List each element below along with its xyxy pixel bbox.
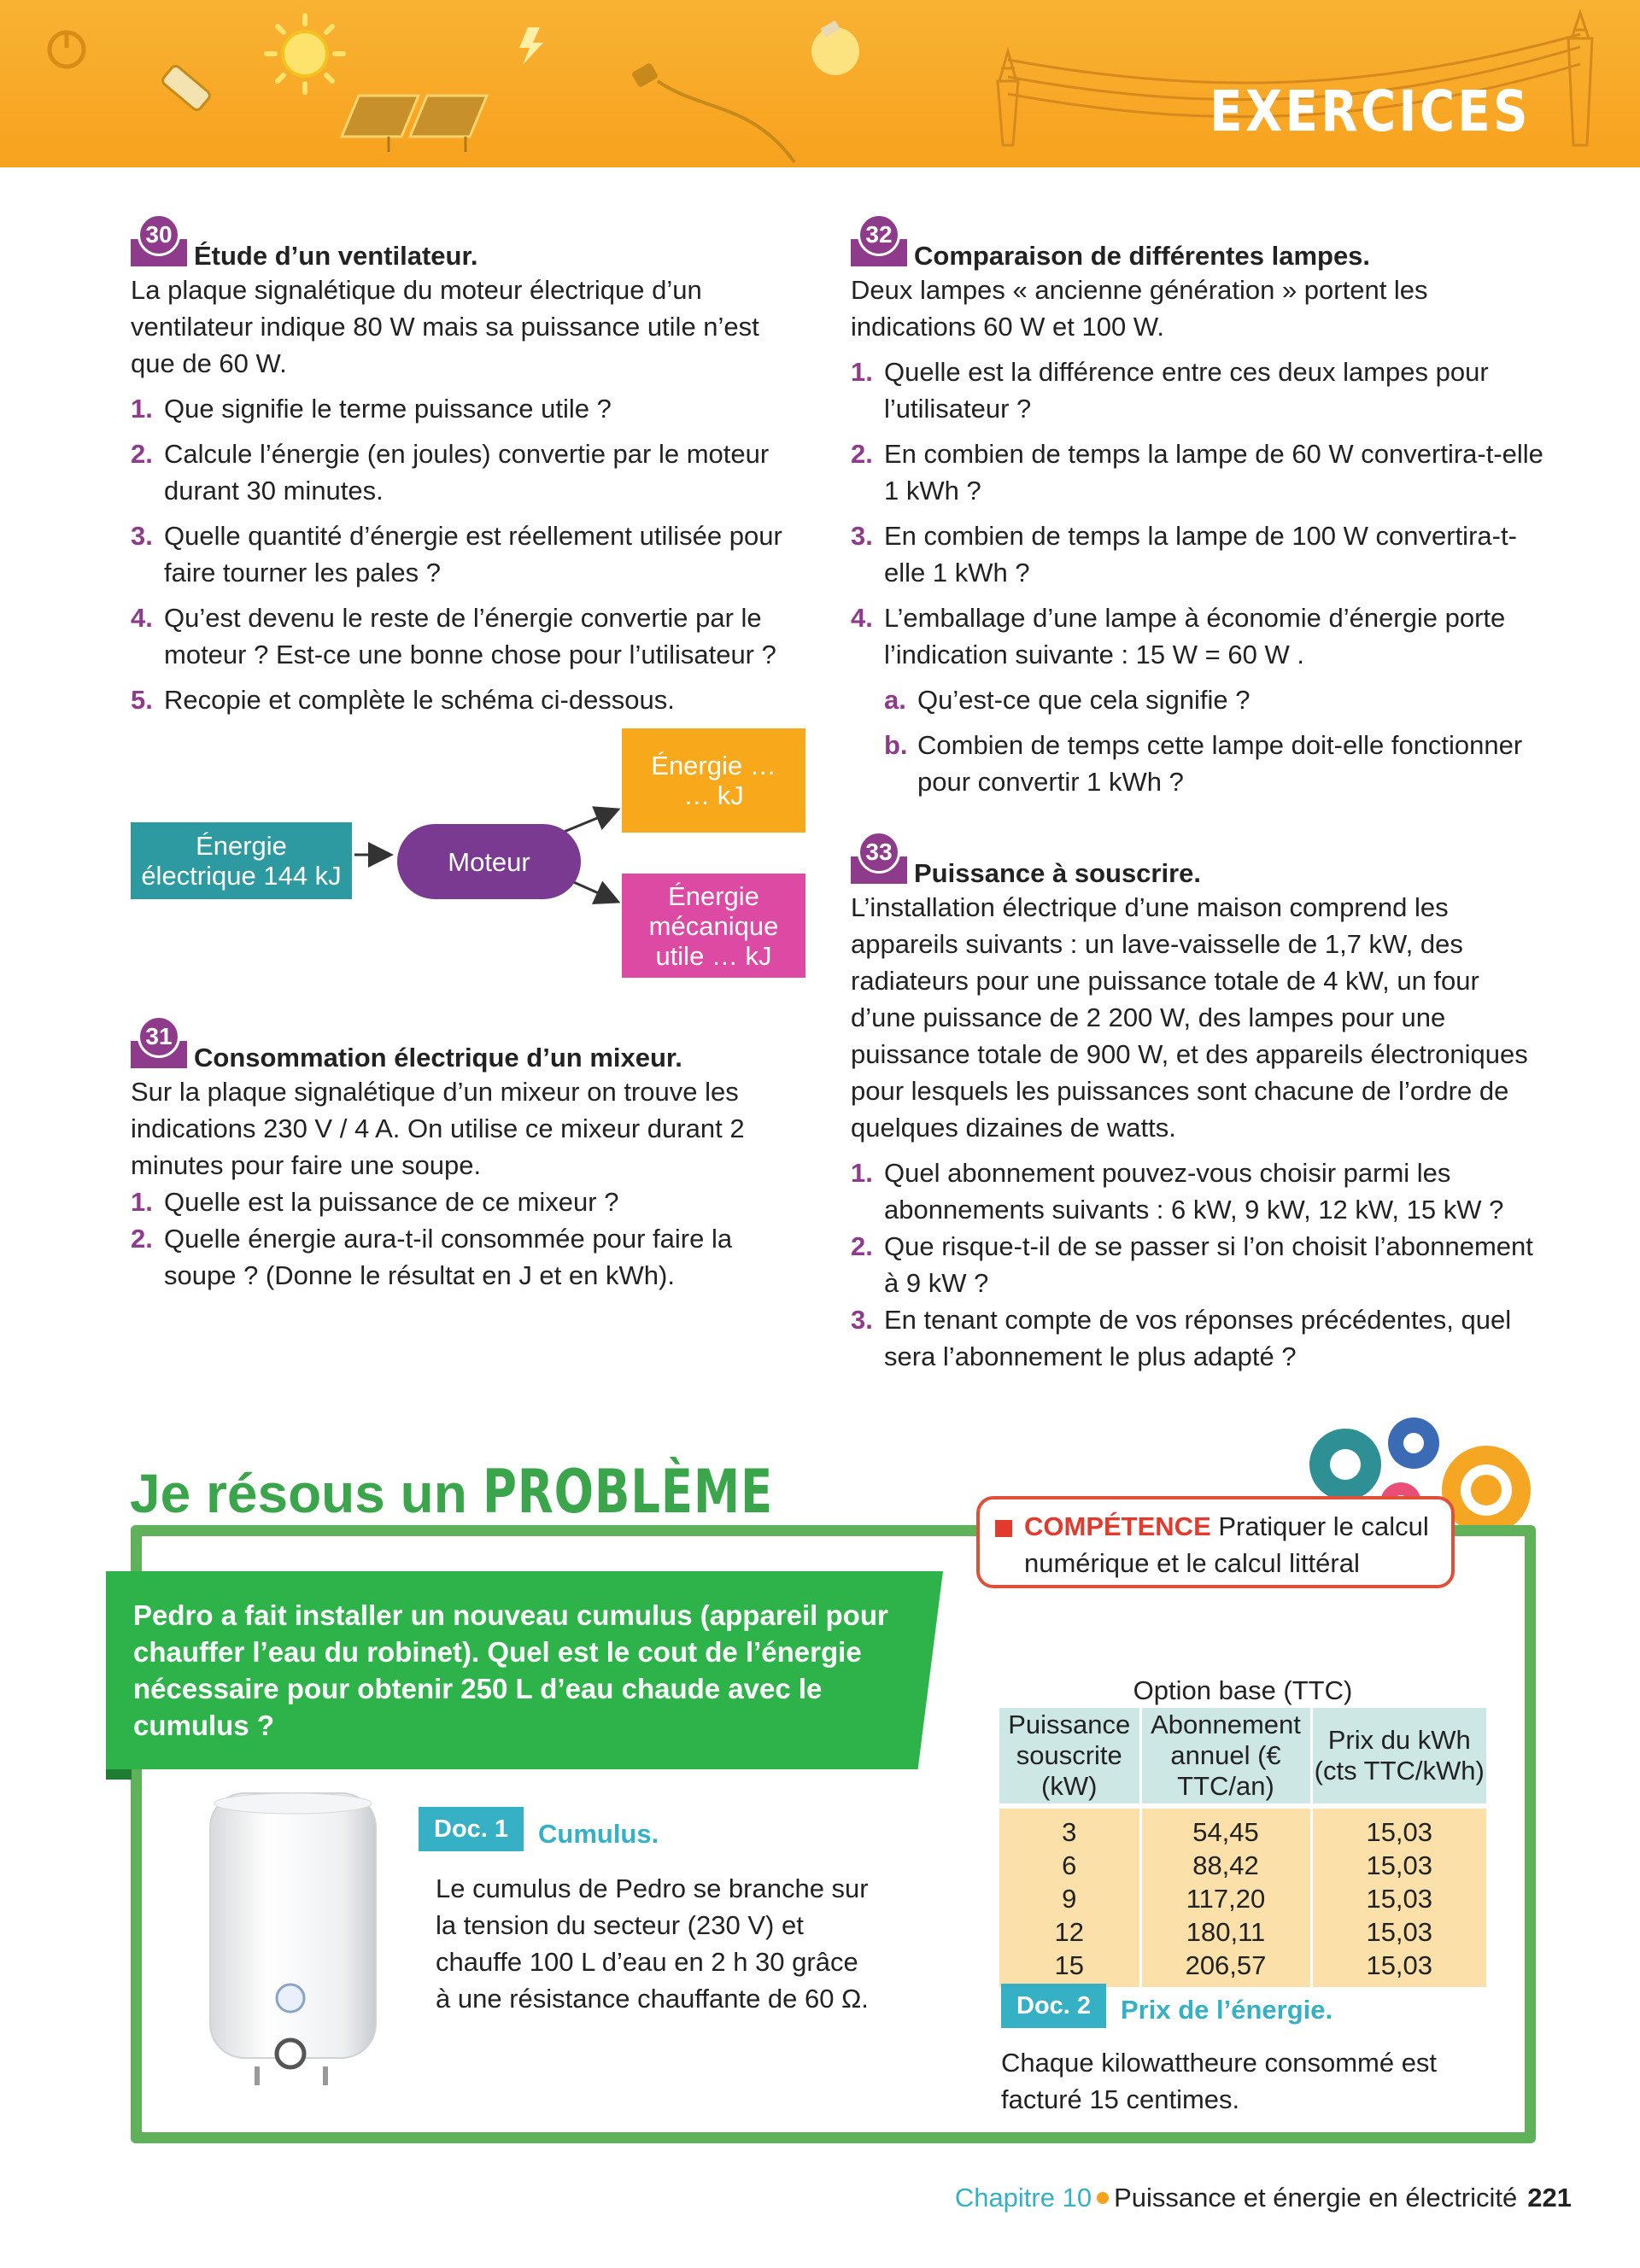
useful-energy-box: Énergie mécanique utile … kJ [622, 874, 805, 978]
table-row: 12 180,11 15,03 [999, 1915, 1486, 1949]
table-header: Prix du kWh (cts TTC/kWh) [1311, 1708, 1486, 1806]
doc2-title: Prix de l’énergie. [1121, 1995, 1333, 2025]
table-caption: Option base (TTC) [1133, 1675, 1353, 1705]
competence-label: COMPÉTENCE [1024, 1511, 1211, 1541]
question: 1. Quel abonnement pouvez-vous choisir parmi les abonnements suivants : 6 kW, 9 kW, 12 kW, 15 kW ? [851, 1158, 1504, 1225]
doc2-text: Chaque kilowattheure consommé est facturé 15 centimes. [1001, 2048, 1438, 2114]
page-footer [955, 2183, 1572, 2213]
question: 3. Quelle quantité d’énergie est réellement utilisée pour faire tourner les pales ? [131, 521, 782, 587]
battery-icon [161, 64, 212, 112]
energy-diagram [131, 728, 805, 976]
price-table [999, 1674, 1486, 1987]
exercise-title: Comparaison de différentes lampes. [914, 241, 1371, 271]
section-title: EXERCICES [1210, 79, 1531, 144]
exercise-30 [131, 213, 805, 976]
exercise-intro: La plaque signalétique du moteur électrique d’un ventilateur indique 80 W mais sa puissance utile n’est que de 60 W. [131, 275, 759, 378]
input-energy-box: Énergie électrique 144 kJ [131, 822, 352, 899]
exercise-number-badge: 33 [851, 831, 907, 884]
lost-energy-box: Énergie … … kJ [622, 728, 805, 833]
exercise-32 [851, 213, 1551, 800]
exercise-33 [851, 831, 1551, 1375]
bullet-dot-icon [1097, 2192, 1109, 2204]
subquestion: a. Qu’est-ce que cela signifie ? [884, 685, 1250, 715]
lightbulb-icon [811, 20, 859, 75]
motor-box: Moteur [397, 824, 581, 899]
question: 1. Que signifie le terme puissance utile ? [131, 394, 612, 424]
banner-fold [106, 1769, 132, 1780]
doc1-text: Le cumulus de Pedro se branche sur la tension du secteur (230 V) et chauffe 100 L d’eau en 2 h 30 grâce à une résistance chauffante de 60 Ω. [436, 1873, 869, 2014]
table-row: 9 117,20 15,03 [999, 1882, 1486, 1915]
table-header: Puissance souscrite (kW) [999, 1708, 1140, 1806]
question: 2. En combien de temps la lampe de 60 W convertira-t-elle 1 kWh ? [851, 439, 1543, 506]
question: 5. Recopie et complète le schéma ci-dessous. [131, 685, 675, 715]
question: 3. En tenant compte de vos réponses précédentes, quel sera l’abonnement le plus adapté ? [851, 1305, 1512, 1371]
doc1-label: Doc. 1 [419, 1807, 524, 1851]
question: 4. Qu’est devenu le reste de l’énergie convertie par le moteur ? Est-ce une bonne chose pour l’utilisateur ? [131, 603, 776, 669]
question: 2. Que risque-t-il de se passer si l’on choisit l’abonnement à 9 kW ? [851, 1231, 1533, 1298]
table-header: Abonnement annuel (€ TTC/an) [1140, 1708, 1311, 1806]
plug-icon [631, 62, 794, 162]
table-row: 6 88,42 15,03 [999, 1849, 1486, 1882]
right-column [851, 213, 1551, 1375]
question: 2. Calcule l’énergie (en joules) convertie par le moteur durant 30 minutes. [131, 439, 770, 506]
chapter-label: Chapitre 10 [954, 2183, 1092, 2212]
solar-panel-icon [342, 96, 487, 152]
question: 2. Quelle énergie aura-t-il consommée pour faire la soupe ? (Donne le résultat en J et en kWh). [131, 1224, 733, 1290]
exercise-intro: Deux lampes « ancienne génération » portent les indications 60 W et 100 W. [851, 275, 1428, 342]
sun-icon [266, 15, 343, 92]
problem-statement: Pedro a fait installer un nouveau cumulus (appareil pour chauffer l’eau du robinet). Quel est le cout de l’énergie nécessaire pour obtenir 250 L d’eau chaude avec le cumulus ? [133, 1599, 888, 1741]
exercise-intro: L’installation électrique d’une maison comprend les appareils suivants : un lave-vaisselle de 1,7 kW, des radiateurs pour une puissance totale de 4 kW, un four d’une puissance de 2 200 W, des lampes pour une puissance totale de 900 W, et des appareils électroniques pour lesquels les puissances sont chacune de l’ordre de quelques dizaines de watts. [851, 892, 1528, 1143]
doc2-label: Doc. 2 [1001, 1984, 1106, 2028]
table-row: 3 54,45 15,03 [999, 1806, 1486, 1849]
competence-box [976, 1496, 1455, 1588]
page-number: 221 [1527, 2183, 1572, 2212]
question: 3. En combien de temps la lampe de 100 W convertira-t-elle 1 kWh ? [851, 521, 1517, 587]
header-banner [0, 0, 1640, 167]
water-heater-image [195, 1785, 391, 2092]
doc1-title: Cumulus. [538, 1819, 659, 1849]
exercise-number-badge: 31 [131, 1015, 187, 1068]
question: 4. L’emballage d’une lampe à économie d’énergie porte l’indication suivante : 15 W = 60 W . [851, 603, 1506, 669]
question: 1. Quelle est la puissance de ce mixeur ? [131, 1187, 619, 1217]
exercise-number-badge: 32 [851, 213, 907, 266]
square-bullet-icon [995, 1520, 1012, 1537]
exercise-title: Puissance à souscrire. [914, 858, 1202, 888]
subquestion: b. Combien de temps cette lampe doit-elle fonctionner pour convertir 1 kWh ? [884, 730, 1523, 797]
question: 1. Quelle est la différence entre ces deux lampes pour l’utilisateur ? [851, 357, 1489, 424]
exercise-31 [131, 1015, 805, 1294]
chapter-subject: Puissance et énergie en électricité [1114, 2183, 1518, 2212]
exercise-intro: Sur la plaque signalétique d’un mixeur on trouve les indications 230 V / 4 A. On utilise ce mixeur durant 2 minutes pour faire une soupe. [131, 1077, 745, 1180]
problem-heading: Je résous un PROBLÈME [130, 1457, 773, 1527]
exercise-title: Consommation électrique d’un mixeur. [194, 1043, 682, 1073]
table-row: 15 206,57 15,03 [999, 1949, 1486, 1987]
exercise-number-badge: 30 [131, 213, 187, 266]
lightning-icon [519, 27, 543, 65]
left-column [131, 213, 805, 1294]
exercise-title: Étude d’un ventilateur. [194, 241, 478, 271]
competence-text: Pratiquer le calcul numérique et le calcul littéral [1024, 1511, 1429, 1578]
